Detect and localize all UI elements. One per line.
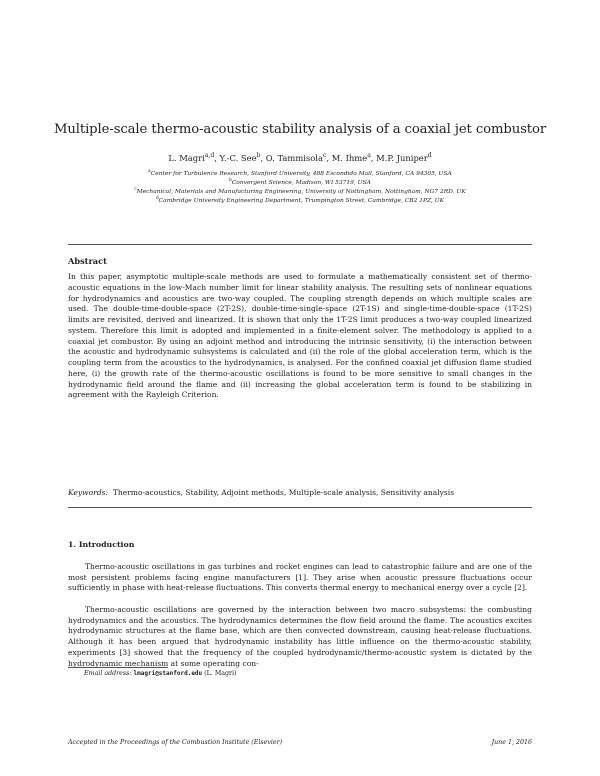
affiliation: $^d$Cambridge University Engineering Department, Trumpington Street, Cambridge, CB2 1PZ, UK — [155, 195, 445, 204]
author: O. Tammisola$^c$, — [265, 152, 332, 163]
abstract-heading: Abstract — [68, 256, 107, 266]
footnote — [84, 670, 237, 677]
affiliation: $^a$Center for Turbulence Research, Stanford University, 488 Escondido Mall, Stanford, CA 94305, USA — [148, 168, 452, 177]
footnote-label: Email address: — [84, 670, 132, 677]
keywords-text: Thermo-acoustics, Stability, Adjoint methods, Multiple-scale analysis, Sensitivity analysis — [112, 488, 455, 497]
author: L. Magri$^{a,d}$, — [168, 152, 220, 163]
footnote-divider — [68, 667, 168, 668]
paper-title: Multiple-scale thermo-acoustic stability analysis of a coaxial jet combustor — [53, 122, 547, 137]
author: M. Ihme$^a$, — [331, 152, 377, 163]
divider — [68, 244, 532, 245]
keywords-label: Keywords: — [68, 488, 109, 497]
author: Y.-C. See$^b$, — [219, 152, 266, 163]
paragraph: Thermo-acoustic oscillations in gas turbines and rocket engines can lead to catastrophic failure and are one of the most persistent problems facing engine manufacturers [1]. They arise when acoustic pressure fluctuations occur sufficiently in phase with heat-release fluctuations. This converts thermal energy to mechanical energy over a cycle [2]. — [68, 562, 532, 593]
section-heading: 1. Introduction — [68, 540, 135, 549]
abstract-text: In this paper, asymptotic multiple-scale methods are used to formulate a mathematically consistent set of thermo-acoustic equations in the low-Mach number limit for linear stability analysis. The resulting sets of nonlinear equations for hydrodynamics and acoustics are two-way coupled. The coupling strength depends on which multiple scales are used. The double-time-double-space (2T-2S), double-time-single-space (2T-1S) and single-time-double-space (1T-2S) limits are revisited, derived and linearized. It is shown that only the 1T-2S limit produces a two-way coupled linearized system. Therefore this limit is adopted and implemented in a finite-element solver. The methodology is applied to a coaxial jet combustor. By using an adjoint method and introducing the intrinsic sensitivity, (i) the interaction between the acoustic and hydrodynamic subsystems is calculated and (ii) the role of the global acceleration term, which is the coupling term from the acoustics to the hydrodynamics, is analysed. For the confined coaxial jet diffusion flame studied here, (i) the growth rate of the thermo-acoustic oscillations is found to be more sensitive to small changes in the hydrodynamic field around the flame and (ii) increasing the global acceleration term is found to be stabilizing in agreement with the Rayleigh Criterion. — [68, 272, 532, 400]
affiliation: $^c$Mechanical, Materials and Manufacturing Engineering, University of Nottingham, Nottingham, NG7 2RD, UK — [134, 186, 466, 195]
divider — [68, 507, 532, 508]
footer-date: June 1, 2016 — [491, 739, 532, 746]
affiliation: $^b$Convergent Science, Madison, WI 53719, USA — [229, 177, 371, 186]
email-link[interactable]: lmagri@stanford.edu — [133, 670, 203, 677]
footnote-name: (L. Magri) — [204, 670, 237, 677]
keywords — [68, 488, 532, 497]
author: M.P. Juniper$^d$ — [376, 152, 432, 163]
author-list — [0, 153, 600, 163]
footer-journal: Accepted in the Proceedings of the Combustion Institute (Elsevier) — [68, 739, 283, 746]
paragraph: Thermo-acoustic oscillations are governed by the interaction between two macro subsystems: the combusting hydrodynamics and the acoustics. The hydrodynamics determines the flow field around the flame. The acoustics excites hydrodynamic structures at the flame base, which are then convected downstream, causing heat-release fluctuations. Although it has been argued that hydrodynamic instability has little influence on the thermo-acoustic stability, experiments [3] showed that the frequency of the coupled hydrodynamic/thermo-acoustic system is dictated by the hydrodynamic mechanism at some operating con- — [68, 605, 532, 668]
